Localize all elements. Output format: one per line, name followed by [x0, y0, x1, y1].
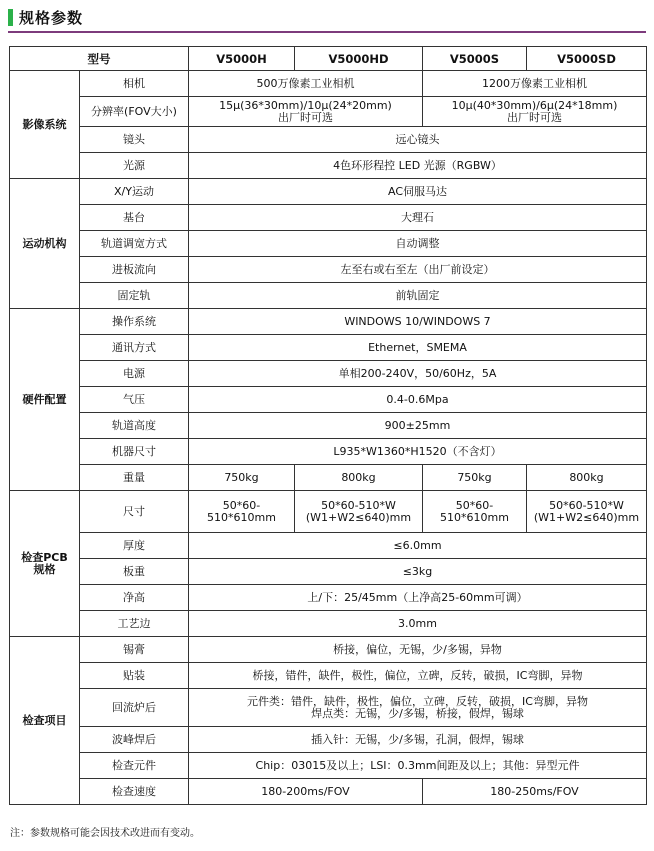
header-rule	[8, 31, 646, 33]
group-label: 检查PCB 规格	[10, 491, 80, 637]
spec-value: 50*60-510*W (W1+W2≤640)mm	[295, 491, 423, 533]
table-row	[10, 205, 647, 231]
table-row	[10, 533, 647, 559]
row-label: 机器尺寸	[80, 439, 189, 465]
row-label: 相机	[80, 71, 189, 97]
spec-value: 180-200ms/FOV	[189, 779, 423, 805]
spec-value: 750kg	[189, 465, 295, 491]
accent-bar	[8, 9, 13, 26]
spec-value: 15μ(36*30mm)/10μ(24*20mm) 出厂时可选	[189, 97, 423, 127]
row-label: 气压	[80, 387, 189, 413]
row-label: 工艺边	[80, 611, 189, 637]
spec-value: Chip：03015及以上；LSI：0.3mm间距及以上；其他：异型元件	[189, 753, 647, 779]
spec-value: 10μ(40*30mm)/6μ(24*18mm) 出厂时可选	[423, 97, 647, 127]
row-label: 检查速度	[80, 779, 189, 805]
spec-value: 桥接，偏位，无锡，少/多锡，异物	[189, 637, 647, 663]
table-row	[10, 361, 647, 387]
model-label: 型号	[10, 47, 189, 71]
spec-value: 900±25mm	[189, 413, 647, 439]
spec-value: 插入针：无锡，少/多锡，孔洞，假焊，锡球	[189, 727, 647, 753]
table-row	[10, 179, 647, 205]
model-name: V5000SD	[527, 47, 647, 71]
footnote: 注：参数规格可能会因技术改进而有变动。	[10, 828, 200, 839]
spec-value: 50*60- 510*610mm	[189, 491, 295, 533]
row-label: 厚度	[80, 533, 189, 559]
row-label: 轨道调宽方式	[80, 231, 189, 257]
row-label: 基台	[80, 205, 189, 231]
spec-value: 50*60-510*W (W1+W2≤640)mm	[527, 491, 647, 533]
spec-value: ≤3kg	[189, 559, 647, 585]
model-name: V5000S	[423, 47, 527, 71]
table-row	[10, 413, 647, 439]
table-row	[10, 559, 647, 585]
table-row	[10, 779, 647, 805]
spec-value: 750kg	[423, 465, 527, 491]
spec-value: 50*60- 510*610mm	[423, 491, 527, 533]
table-row	[10, 637, 647, 663]
table-row	[10, 335, 647, 361]
spec-value: L935*W1360*H1520（不含灯）	[189, 439, 647, 465]
section-title: 规格参数	[19, 8, 84, 27]
table-row	[10, 257, 647, 283]
row-label: 锡膏	[80, 637, 189, 663]
table-row	[10, 465, 647, 491]
table-row	[10, 611, 647, 637]
table-row	[10, 439, 647, 465]
row-label: 分辨率(FOV大小)	[80, 97, 189, 127]
spec-value: AC伺服马达	[189, 179, 647, 205]
row-label: 净高	[80, 585, 189, 611]
spec-value: 1200万像素工业相机	[423, 71, 647, 97]
spec-value: 500万像素工业相机	[189, 71, 423, 97]
table-row	[10, 663, 647, 689]
section-header	[8, 6, 83, 28]
group-label: 检查项目	[10, 637, 80, 805]
group-label: 硬件配置	[10, 309, 80, 491]
row-label: 尺寸	[80, 491, 189, 533]
spec-value: WINDOWS 10/WINDOWS 7	[189, 309, 647, 335]
spec-value: 前轨固定	[189, 283, 647, 309]
table-row	[10, 309, 647, 335]
spec-table	[9, 46, 647, 805]
spec-value: 0.4-0.6Mpa	[189, 387, 647, 413]
table-header-row	[10, 47, 647, 71]
table-row	[10, 153, 647, 179]
spec-value: ≤6.0mm	[189, 533, 647, 559]
spec-value: 800kg	[295, 465, 423, 491]
row-label: 回流炉后	[80, 689, 189, 727]
row-label: 波峰焊后	[80, 727, 189, 753]
spec-value: 元件类：错件，缺件，极性，偏位，立碑，反转，破损，IC弯脚，异物 焊点类：无锡，少/多锡，桥接，假焊，锡球	[189, 689, 647, 727]
row-label: 通讯方式	[80, 335, 189, 361]
row-label: 板重	[80, 559, 189, 585]
row-label: 固定轨	[80, 283, 189, 309]
spec-value: 3.0mm	[189, 611, 647, 637]
row-label: 轨道高度	[80, 413, 189, 439]
row-label: 电源	[80, 361, 189, 387]
row-label: 镜头	[80, 127, 189, 153]
row-label: 光源	[80, 153, 189, 179]
row-label: 贴装	[80, 663, 189, 689]
spec-value: 左至右或右至左（出厂前设定）	[189, 257, 647, 283]
model-name: V5000H	[189, 47, 295, 71]
table-row	[10, 231, 647, 257]
row-label: 检查元件	[80, 753, 189, 779]
spec-value: 4色环形程控 LED 光源（RGBW）	[189, 153, 647, 179]
spec-value: 大理石	[189, 205, 647, 231]
model-name: V5000HD	[295, 47, 423, 71]
table-row	[10, 387, 647, 413]
table-row	[10, 71, 647, 97]
group-label: 影像系统	[10, 71, 80, 179]
spec-value: Ethernet，SMEMA	[189, 335, 647, 361]
spec-value: 桥接，错件，缺件，极性，偏位，立碑，反转，破损，IC弯脚，异物	[189, 663, 647, 689]
spec-value: 上/下：25/45mm（上净高25-60mm可调）	[189, 585, 647, 611]
table-row	[10, 97, 647, 127]
table-row	[10, 127, 647, 153]
spec-value: 800kg	[527, 465, 647, 491]
spec-value: 远心镜头	[189, 127, 647, 153]
spec-value: 180-250ms/FOV	[423, 779, 647, 805]
row-label: X/Y运动	[80, 179, 189, 205]
table-row	[10, 727, 647, 753]
row-label: 重量	[80, 465, 189, 491]
table-row	[10, 689, 647, 727]
row-label: 操作系统	[80, 309, 189, 335]
table-row	[10, 283, 647, 309]
table-row	[10, 585, 647, 611]
row-label: 进板流向	[80, 257, 189, 283]
table-row	[10, 491, 647, 533]
spec-value: 单相200-240V，50/60Hz，5A	[189, 361, 647, 387]
spec-value: 自动调整	[189, 231, 647, 257]
table-row	[10, 753, 647, 779]
group-label: 运动机构	[10, 179, 80, 309]
